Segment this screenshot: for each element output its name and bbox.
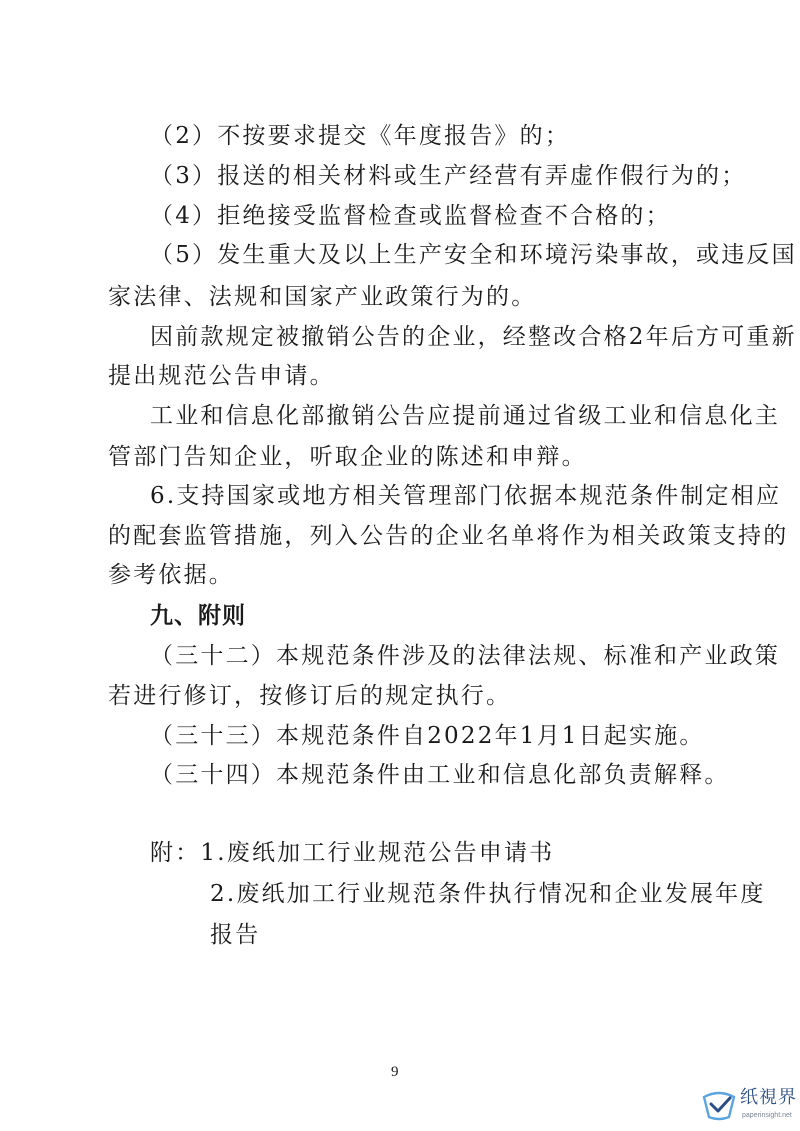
article-33: （三十三）本规范条件自2022年1月1日起实施。 xyxy=(150,723,705,749)
watermark-name: 纸視界 xyxy=(740,1087,797,1108)
notice-paragraph-line-1: 工业和信息化部撤销公告应提前通过省级工业和信息化主 xyxy=(150,403,780,429)
item-6-line-2: 的配套监管措施，列入公告的企业名单将作为相关政策支持的 xyxy=(108,523,789,549)
watermark-url: paperinsight.net xyxy=(742,1112,792,1119)
article-32-line-2: 若进行修订，按修订后的规定执行。 xyxy=(108,683,512,709)
clause-5-line-1: （5）发生重大及以上生产安全和环境污染事故，或违反国 xyxy=(150,242,797,268)
clause-3: （3）报送的相关材料或生产经营有弄虚作假行为的； xyxy=(150,163,747,189)
revocation-paragraph-line-2: 提出规范公告申请。 xyxy=(108,363,335,389)
clause-2: （2）不按要求提交《年度报告》的； xyxy=(150,123,571,149)
attachment-2-line-2: 报告 xyxy=(210,922,261,948)
article-34: （三十四）本规范条件由工业和信息化部负责解释。 xyxy=(150,762,730,788)
clause-4: （4）拒绝接受监督检查或监督检查不合格的； xyxy=(150,203,671,229)
revocation-paragraph-line-1: 因前款规定被撤销公告的企业，经整改合格2年后方可重新 xyxy=(150,324,797,350)
item-6-line-3: 参考依据。 xyxy=(108,562,234,588)
attachment-2-line-1: 2.废纸加工行业规范条件执行情况和企业发展年度 xyxy=(210,881,766,907)
section-heading-appendix: 九、附则 xyxy=(150,602,246,629)
attachment-1: 附：1.废纸加工行业规范公告申请书 xyxy=(150,840,555,866)
watermark xyxy=(700,1083,798,1129)
notice-paragraph-line-2: 管部门告知企业，听取企业的陈述和申辩。 xyxy=(108,444,587,470)
item-6-line-1: 6.支持国家或地方相关管理部门依据本规范条件制定相应 xyxy=(150,483,782,509)
page-number: 9 xyxy=(391,1064,399,1080)
article-32-line-1: （三十二）本规范条件涉及的法律法规、标准和产业政策 xyxy=(150,643,780,669)
paperinsight-logo-icon xyxy=(700,1087,738,1123)
clause-5-line-2: 家法律、法规和国家产业政策行为的。 xyxy=(108,284,537,310)
